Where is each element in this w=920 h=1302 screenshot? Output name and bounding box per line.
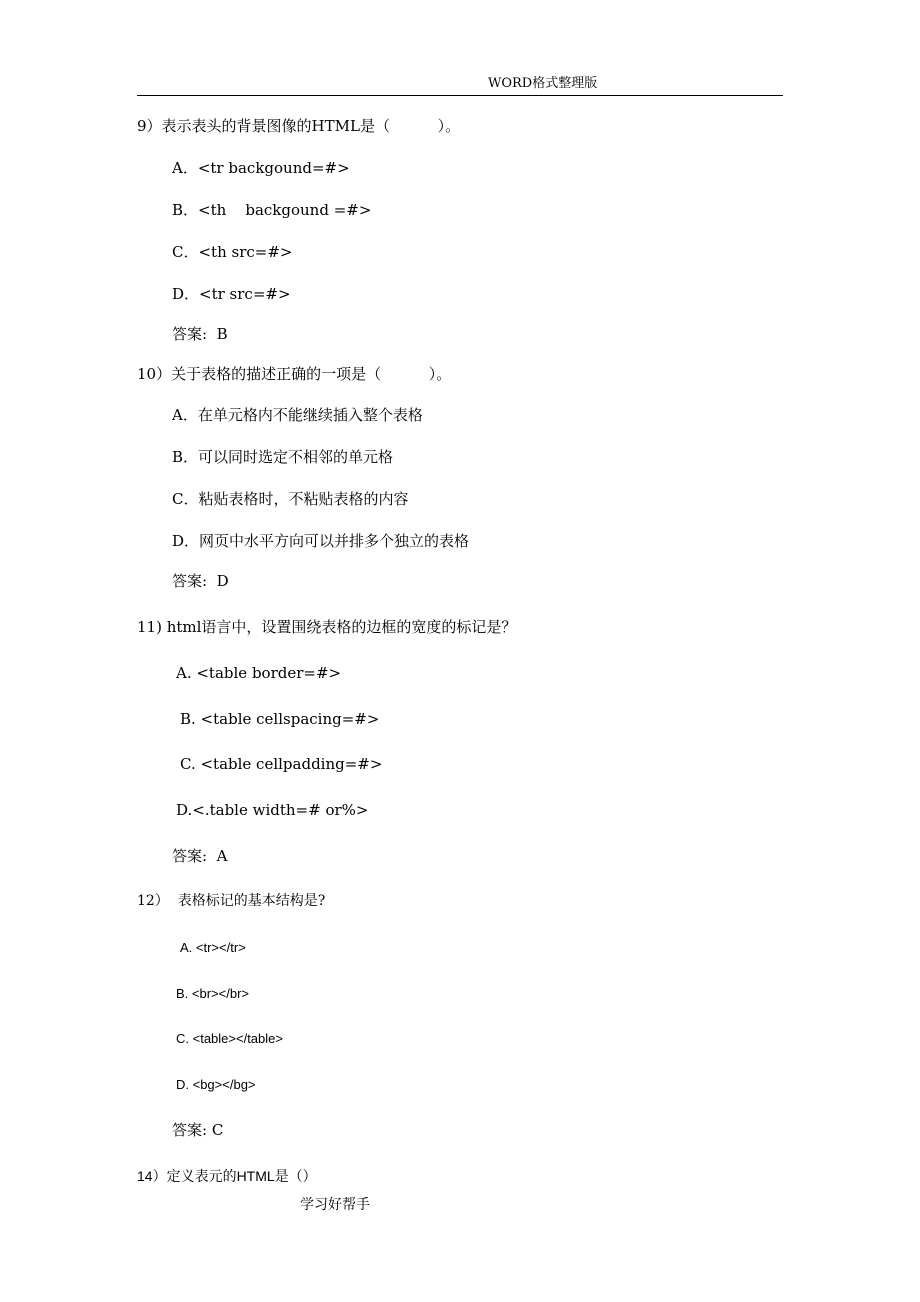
header-divider [137, 95, 783, 96]
page-header-title: WORD格式整理版 [488, 76, 598, 91]
question-9-option-b: B．<th backgound =#> [172, 201, 372, 219]
question-10-option-b: B．可以同时选定不相邻的单元格 [172, 448, 394, 466]
question-9-option-c: C．<th src=#> [172, 243, 293, 261]
question-12-option-d: D. <bg></bg> [176, 1077, 256, 1092]
question-12-option-b: B. <br></br> [176, 986, 249, 1001]
question-11-stem: 11) html语言中，设置围绕表格的边框的宽度的标记是？ [137, 618, 517, 636]
question-9-answer: 答案: B [172, 325, 228, 343]
question-11-option-c: C. <table cellpadding=#> [180, 755, 383, 773]
question-10-stem: 10）关于表格的描述正确的一项是（ ）。 [137, 365, 452, 383]
question-12-option-a: A. <tr></tr> [180, 940, 246, 955]
question-9-option-d: D．<tr src=#> [172, 285, 291, 303]
question-12-option-c: C. <table></table> [176, 1031, 283, 1046]
question-11-option-d: D.<.table width=# or%> [176, 801, 369, 819]
question-11-option-b: B. <table cellspacing=#> [180, 710, 380, 728]
question-10-answer: 答案: D [172, 572, 229, 590]
question-12-stem: 12） 表格标记的基本结构是? [137, 893, 326, 909]
question-10-option-d: D．网页中水平方向可以并排多个独立的表格 [172, 532, 470, 550]
question-10-option-c: C．粘贴表格时，不粘贴表格的内容 [172, 490, 409, 508]
question-12-answer: 答案: C [172, 1121, 224, 1139]
question-14-stem: 14）定义表元的HTML是（） [137, 1168, 317, 1184]
page-footer: 学习好帮手 [300, 1197, 370, 1213]
question-11-option-a: A. <table border=#> [176, 664, 342, 682]
question-11-answer: 答案: A [172, 847, 228, 865]
question-10-option-a: A．在单元格内不能继续插入整个表格 [172, 406, 423, 424]
question-9-option-a: A．<tr backgound=#> [172, 159, 350, 177]
question-9-stem: 9）表示表头的背景图像的HTML是（ ）。 [137, 117, 461, 135]
